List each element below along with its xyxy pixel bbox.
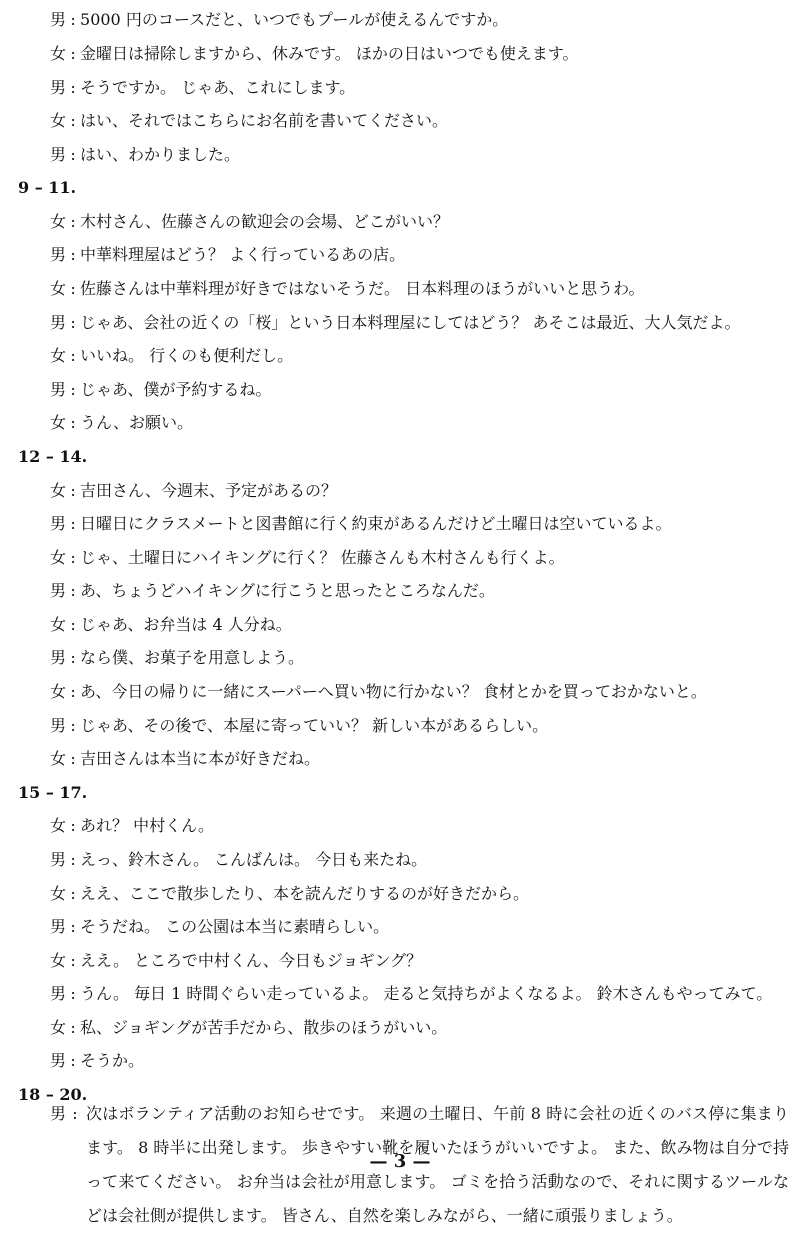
dialogue-line: 男 : じゃあ、会社の近くの「桜」という日本料理屋にしてはどう？ あそこは最近、大人気だよ。 xyxy=(50,313,741,332)
dialogue-line: 女 : 吉田さん、今週末、予定があるの？ xyxy=(50,481,337,500)
dialogue-line: 女 : じゃあ、お弁当は 4 人分ね。 xyxy=(50,615,292,634)
section-label-9-11: 9 – 11. xyxy=(18,178,77,197)
line-text: あれ？ 中村くん。 xyxy=(80,816,215,835)
line-text: えっ、鈴木さん。 こんばんは。 今日も来たね。 xyxy=(80,850,428,869)
dialogue-line: 男 : 5000 円のコースだと、いつでもプールが使えるんですか。 xyxy=(50,10,509,29)
speaker: 女 xyxy=(50,749,67,768)
speaker: 女 xyxy=(50,951,67,970)
line-text: 吉田さんは本当に本が好きだね。 xyxy=(80,749,321,768)
dialogue-line: 男 : じゃあ、その後で、本屋に寄っていい？ 新しい本があるらしい。 xyxy=(50,716,549,735)
line-text: 金曜日は掃除しますから、休みです。 ほかの日はいつでも使えます。 xyxy=(80,44,579,63)
speaker: 女 xyxy=(50,884,67,903)
section-label-18-20: 18 – 20. xyxy=(18,1085,88,1104)
dialogue-line: 女 : ええ。 ところで中村くん、今日もジョギング？ xyxy=(50,951,423,970)
line-text: あ、ちょうどハイキングに行こうと思ったところなんだ。 xyxy=(80,581,495,600)
dialogue-line: 女 : じゃ、土曜日にハイキングに行く？ 佐藤さんも木村さんも行くよ。 xyxy=(50,548,565,567)
dialogue-line: 男 : じゃあ、僕が予約するね。 xyxy=(50,380,272,399)
line-text: うん。 毎日 1 時間ぐらい走っているよ。 走ると気持ちがよくなるよ。 鈴木さんもやってみて。 xyxy=(80,984,773,1003)
speaker: 女 xyxy=(50,413,67,432)
speaker: 男 xyxy=(50,10,67,29)
line-text: じゃあ、会社の近くの「桜」という日本料理屋にしてはどう？ あそこは最近、大人気だよ。 xyxy=(80,313,741,332)
line-text: はい、わかりました。 xyxy=(80,145,241,164)
line-text: 私、ジョギングが苦手だから、散歩のほうがいい。 xyxy=(80,1018,448,1037)
section-label-12-14: 12 – 14. xyxy=(18,447,88,466)
dialogue-line: 女 : 佐藤さんは中華料理が好きではないそうだ。 日本料理のほうがいいと思うわ。 xyxy=(50,279,645,298)
dialogue-line: 男 : 中華料理屋はどう？ よく行っているあの店。 xyxy=(50,245,406,264)
line-text: 日曜日にクラスメートと図書館に行く約束があるんだけど土曜日は空いているよ。 xyxy=(80,514,672,533)
dialogue-line: 男 : そうか。 xyxy=(50,1051,145,1070)
line-text: 木村さん、佐藤さんの歓迎会の会場、どこがいい？ xyxy=(80,212,449,231)
announcement-text: 次はボランティア活動のお知らせです。 来週の土曜日、午前 8 時に会社の近くのバス停に集まります。 8 時半に出発します。 歩きやすい靴を履いたほうがいいですよ。 また、飲み物は自分で持って来てください。 お弁当は会社が用意します。 ゴミを拾う活動なので、それに関するツールなどは会社側が提供します。 皆さん、自然を楽しみながら、一緒に頑張りましょう。 xyxy=(86,1104,789,1225)
speaker: 男 xyxy=(50,1104,67,1123)
speaker: 女 xyxy=(50,212,67,231)
line-text: うん、お願い。 xyxy=(80,413,193,432)
speaker: 男 xyxy=(50,716,67,735)
speaker: 男 xyxy=(50,380,67,399)
speaker: 男 xyxy=(50,648,67,667)
line-text: いいね。 行くのも便利だし。 xyxy=(80,346,294,365)
speaker: 女 xyxy=(50,111,67,130)
line-text: 吉田さん、今週末、予定があるの？ xyxy=(80,481,337,500)
dialogue-line: 女 : 金曜日は掃除しますから、休みです。 ほかの日はいつでも使えます。 xyxy=(50,44,579,63)
speaker: 男 xyxy=(50,984,67,1003)
line-text: そうか。 xyxy=(80,1051,145,1070)
speaker: 女 xyxy=(50,615,67,634)
speaker: 男 xyxy=(50,78,67,97)
line-text: 佐藤さんは中華料理が好きではないそうだ。 日本料理のほうがいいと思うわ。 xyxy=(80,279,645,298)
speaker: 女 xyxy=(50,481,67,500)
speaker: 女 xyxy=(50,346,67,365)
speaker: 男 xyxy=(50,245,67,264)
line-text: じゃあ、僕が予約するね。 xyxy=(80,380,272,399)
speaker: 女 xyxy=(50,548,67,567)
dialogue-line: 女 : 私、ジョギングが苦手だから、散歩のほうがいい。 xyxy=(50,1018,448,1037)
section-label-15-17: 15 – 17. xyxy=(18,783,88,802)
dialogue-line: 男 : なら僕、お菓子を用意しよう。 xyxy=(50,648,305,667)
line-text: あ、今日の帰りに一緒にスーパーへ買い物に行かない？ 食材とかを買っておかないと。 xyxy=(80,682,707,701)
dialogue-line: 男 : うん。 毎日 1 時間ぐらい走っているよ。 走ると気持ちがよくなるよ。 鈴木さんもやってみて。 xyxy=(50,984,773,1003)
announcement-paragraph: 男 : 次はボランティア活動のお知らせです。 来週の土曜日、午前 8 時に会社の近くのバス停に集まります。 8 時半に出発します。 歩きやすい靴を履いたほうがいいですよ。 また、飲み物は自分で持って来てください。 お弁当は会社が用意します。 ゴミを拾う活動なので、それに関するツールなどは会社側が提供します。 皆さん、自然を楽しみながら、一緒に頑張りましょう。 xyxy=(50,1111,790,1221)
dialogue-line: 女 : うん、お願い。 xyxy=(50,413,193,432)
line-text: そうですか。 じゃあ、これにします。 xyxy=(80,78,356,97)
dialogue-line: 男 : はい、わかりました。 xyxy=(50,145,241,164)
line-text: はい、それではこちらにお名前を書いてください。 xyxy=(80,111,449,130)
speaker: 女 xyxy=(50,816,67,835)
dialogue-line: 男 : そうですか。 じゃあ、これにします。 xyxy=(50,78,356,97)
speaker: 男 xyxy=(50,850,67,869)
line-text: なら僕、お菓子を用意しよう。 xyxy=(80,648,305,667)
speaker: 男 xyxy=(50,514,67,533)
line-text: じゃあ、その後で、本屋に寄っていい？ 新しい本があるらしい。 xyxy=(80,716,549,735)
line-text: 5000 円のコースだと、いつでもプールが使えるんですか。 xyxy=(80,10,509,29)
line-text: じゃ、土曜日にハイキングに行く？ 佐藤さんも木村さんも行くよ。 xyxy=(80,548,565,567)
speaker: 女 xyxy=(50,44,67,63)
line-text: 中華料理屋はどう？ よく行っているあの店。 xyxy=(80,245,406,264)
dialogue-line: 女 : はい、それではこちらにお名前を書いてください。 xyxy=(50,111,449,130)
speaker: 女 xyxy=(50,1018,67,1037)
dialogue-line: 女 : ええ、ここで散歩したり、本を読んだりするのが好きだから。 xyxy=(50,884,529,903)
dialogue-line: 男 : えっ、鈴木さん。 こんばんは。 今日も来たね。 xyxy=(50,850,428,869)
speaker: 男 xyxy=(50,145,67,164)
line-text: そうだね。 この公園は本当に素晴らしい。 xyxy=(80,917,390,936)
dialogue-line: 女 : いいね。 行くのも便利だし。 xyxy=(50,346,294,365)
dialogue-line: 女 : 木村さん、佐藤さんの歓迎会の会場、どこがいい？ xyxy=(50,212,449,231)
dialogue-line: 女 : 吉田さんは本当に本が好きだね。 xyxy=(50,749,321,768)
line-text: ええ、ここで散歩したり、本を読んだりするのが好きだから。 xyxy=(80,884,529,903)
speaker: 男 xyxy=(50,581,67,600)
speaker: 男 xyxy=(50,1051,67,1070)
line-text: ええ。 ところで中村くん、今日もジョギング？ xyxy=(80,951,423,970)
speaker: 女 xyxy=(50,682,67,701)
dialogue-line: 女 : あれ？ 中村くん。 xyxy=(50,816,215,835)
dialogue-line: 男 : あ、ちょうどハイキングに行こうと思ったところなんだ。 xyxy=(50,581,495,600)
speaker: 男 xyxy=(50,917,67,936)
speaker: 男 xyxy=(50,313,67,332)
dialogue-line: 女 : あ、今日の帰りに一緒にスーパーへ買い物に行かない？ 食材とかを買っておかないと。 xyxy=(50,682,707,701)
line-text: じゃあ、お弁当は 4 人分ね。 xyxy=(80,615,292,634)
speaker: 女 xyxy=(50,279,67,298)
dialogue-line: 男 : 日曜日にクラスメートと図書館に行く約束があるんだけど土曜日は空いているよ。 xyxy=(50,514,672,533)
page-number: — 3 — xyxy=(369,1151,431,1172)
dialogue-line: 男 : そうだね。 この公園は本当に素晴らしい。 xyxy=(50,917,390,936)
